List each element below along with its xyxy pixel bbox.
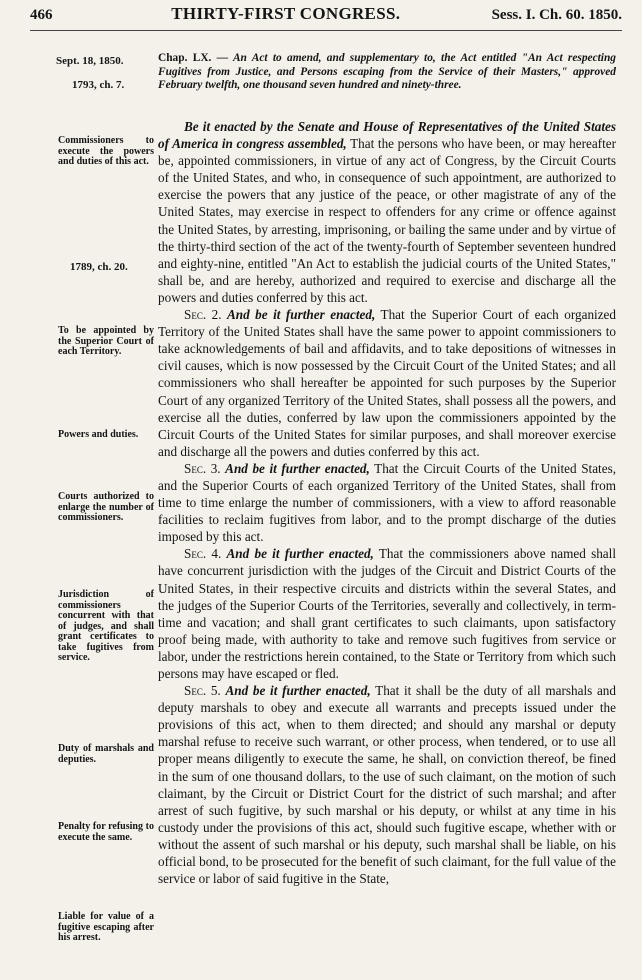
section-2-label: Sec. 2.	[184, 307, 222, 323]
margin-note-courts: Courts authorized to enlarge the number of commissioners.	[58, 491, 154, 523]
section-3	[158, 460, 616, 545]
margin-note-powers: Powers and duties.	[58, 429, 139, 440]
section-5-label: Sec. 5.	[184, 683, 221, 699]
section-3-label: Sec. 3.	[184, 460, 221, 476]
act-title	[158, 52, 616, 93]
enacting-clause	[158, 118, 616, 306]
enacting-lead: Be it enacted by the Senate and House of Representatives of the United States of America in congress assembled,	[158, 119, 616, 152]
running-header	[30, 4, 622, 30]
section-4-lead: And be it further enacted,	[226, 546, 374, 562]
margin-note-duty: Duty of marshals and deputies.	[58, 743, 154, 765]
section-2-body: That the Superior Court of each organized Territory of the United States shall have the same power to appoint commissioners to take acknowledgements of bail and affidavits, and to take depositions of witnesses in civil causes, which is now possessed by the Circuit Court of the United States; and all commissioners who shall hereafter be appointed for such purposes by the Superior Court of any organized Territory of the United States, shall possess all the powers, and exercise all the duties, conferred by law upon the commissioners appointed by the Circuit Courts of the United States for similar purposes, and shall moreover exercise and discharge all the powers and duties conferred by this act.	[158, 307, 616, 459]
header-title: THIRTY-FIRST CONGRESS.	[171, 4, 401, 23]
section-4-label: Sec. 4.	[184, 546, 222, 562]
margin-note-commissioners: Commissioners to execute the powers and duties of this act.	[58, 135, 154, 167]
header-rule	[30, 30, 622, 31]
chapter-label: Chap. LX.	[158, 52, 212, 64]
margin-note-jurisdiction: Jurisdiction of commissioners concurrent with that of judges, and shall grant certificates to take fugitives from service.	[58, 589, 154, 663]
section-4	[158, 545, 616, 682]
section-5-lead: And be it further enacted,	[225, 683, 371, 699]
section-3-lead: And be it further enacted,	[225, 460, 370, 476]
margin-note-appointed: To be appointed by the Superior Court of each Territory.	[58, 325, 154, 357]
margin-ref-1789: 1789, ch. 20.	[70, 261, 128, 273]
section-4-body: That the commissioners above named shall have concurrent jurisdiction with the judges of the Circuit and District Courts of the United States, in their respective circuits and districts within the several States, and the judges of the Superior Courts of the Territories, severally and collectively, in term-time and vacation; and shall grant certificates to such claimants, upon satisfactory proof being made, with authority to take and remove such fugitives from service or labor, under the restrictions herein contained, to the State or Territory from which such persons may have escaped or fled.	[158, 546, 616, 681]
section-2	[158, 306, 616, 460]
header-session: Sess. I. Ch. 60. 1850.	[491, 7, 622, 23]
margin-ref-1793: 1793, ch. 7.	[72, 79, 125, 91]
section-3-body: That the Circuit Courts of the United States, and the Superior Courts of each organized Territory of the United States, shall from time to time enlarge the number of commissioners, with a view to afford reasonable facilities to reclaim fugitives from labor, and to the prompt discharge of the duties imposed by this act.	[158, 460, 616, 545]
margin-date: Sept. 18, 1850.	[56, 55, 124, 67]
page-number: 466	[30, 7, 53, 23]
margin-note-penalty: Penalty for refusing to execute the same.	[58, 821, 154, 843]
section-5-body: That it shall be the duty of all marshals and deputy marshals to obey and execute all warrants and precepts issued under the provisions of this act, when to them directed; and should any marshal or deputy marshal refuse to receive such warrant, or other process, when tendered, or to use all proper means diligently to execute the same, he shall, on conviction thereof, be fined in the sum of one thousand dollars, to the use of such claimant, on the motion of such claimant, by the Circuit or District Court for the district of such marshal; and after arrest of such fugitive, by such marshal or his deputy, or whilst at any time in his custody under the provisions of this act, should such fugitive escape, whether with or without the assent of such marshal or his deputy, such marshal shall be liable, on his official bond, to be prosecuted for the benefit of such claimant, for the full value of the service or labor of said fugitive in the State,	[158, 683, 616, 887]
margin-note-liable: Liable for value of a fugitive escaping after his arrest.	[58, 911, 154, 943]
act-title-text: — An Act to amend, and supplementary to, the Act entitled "An Act respecting Fugitives from Justice, and Persons escaping from the Service of their Masters," approved February twelfth, one thousand seven hundred and ninety-three.	[158, 52, 616, 92]
section-2-lead: And be it further enacted,	[226, 307, 376, 323]
section-5	[158, 682, 616, 887]
enacting-body: That the persons who have been, or may hereafter be, appointed commissioners, in virtue of any act of Congress, by the Circuit Courts of the United States, and who, in consequence of such appointment, are authorized to exercise the powers that any justice of the peace, or other magistrate of any of the United States, may exercise in respect to offenders for any crime or offence against the United States, by arresting, imprisoning, or bailing the same under and by virtue of the thirty-third section of the act of the twenty-fourth of September seventeen hundred and eighty-nine, entitled "An Act to establish the judicial courts of the United States," shall be, and are hereby, authorized and required to exercise and discharge all the powers and duties conferred by this act.	[158, 136, 616, 305]
act-body	[158, 118, 616, 887]
